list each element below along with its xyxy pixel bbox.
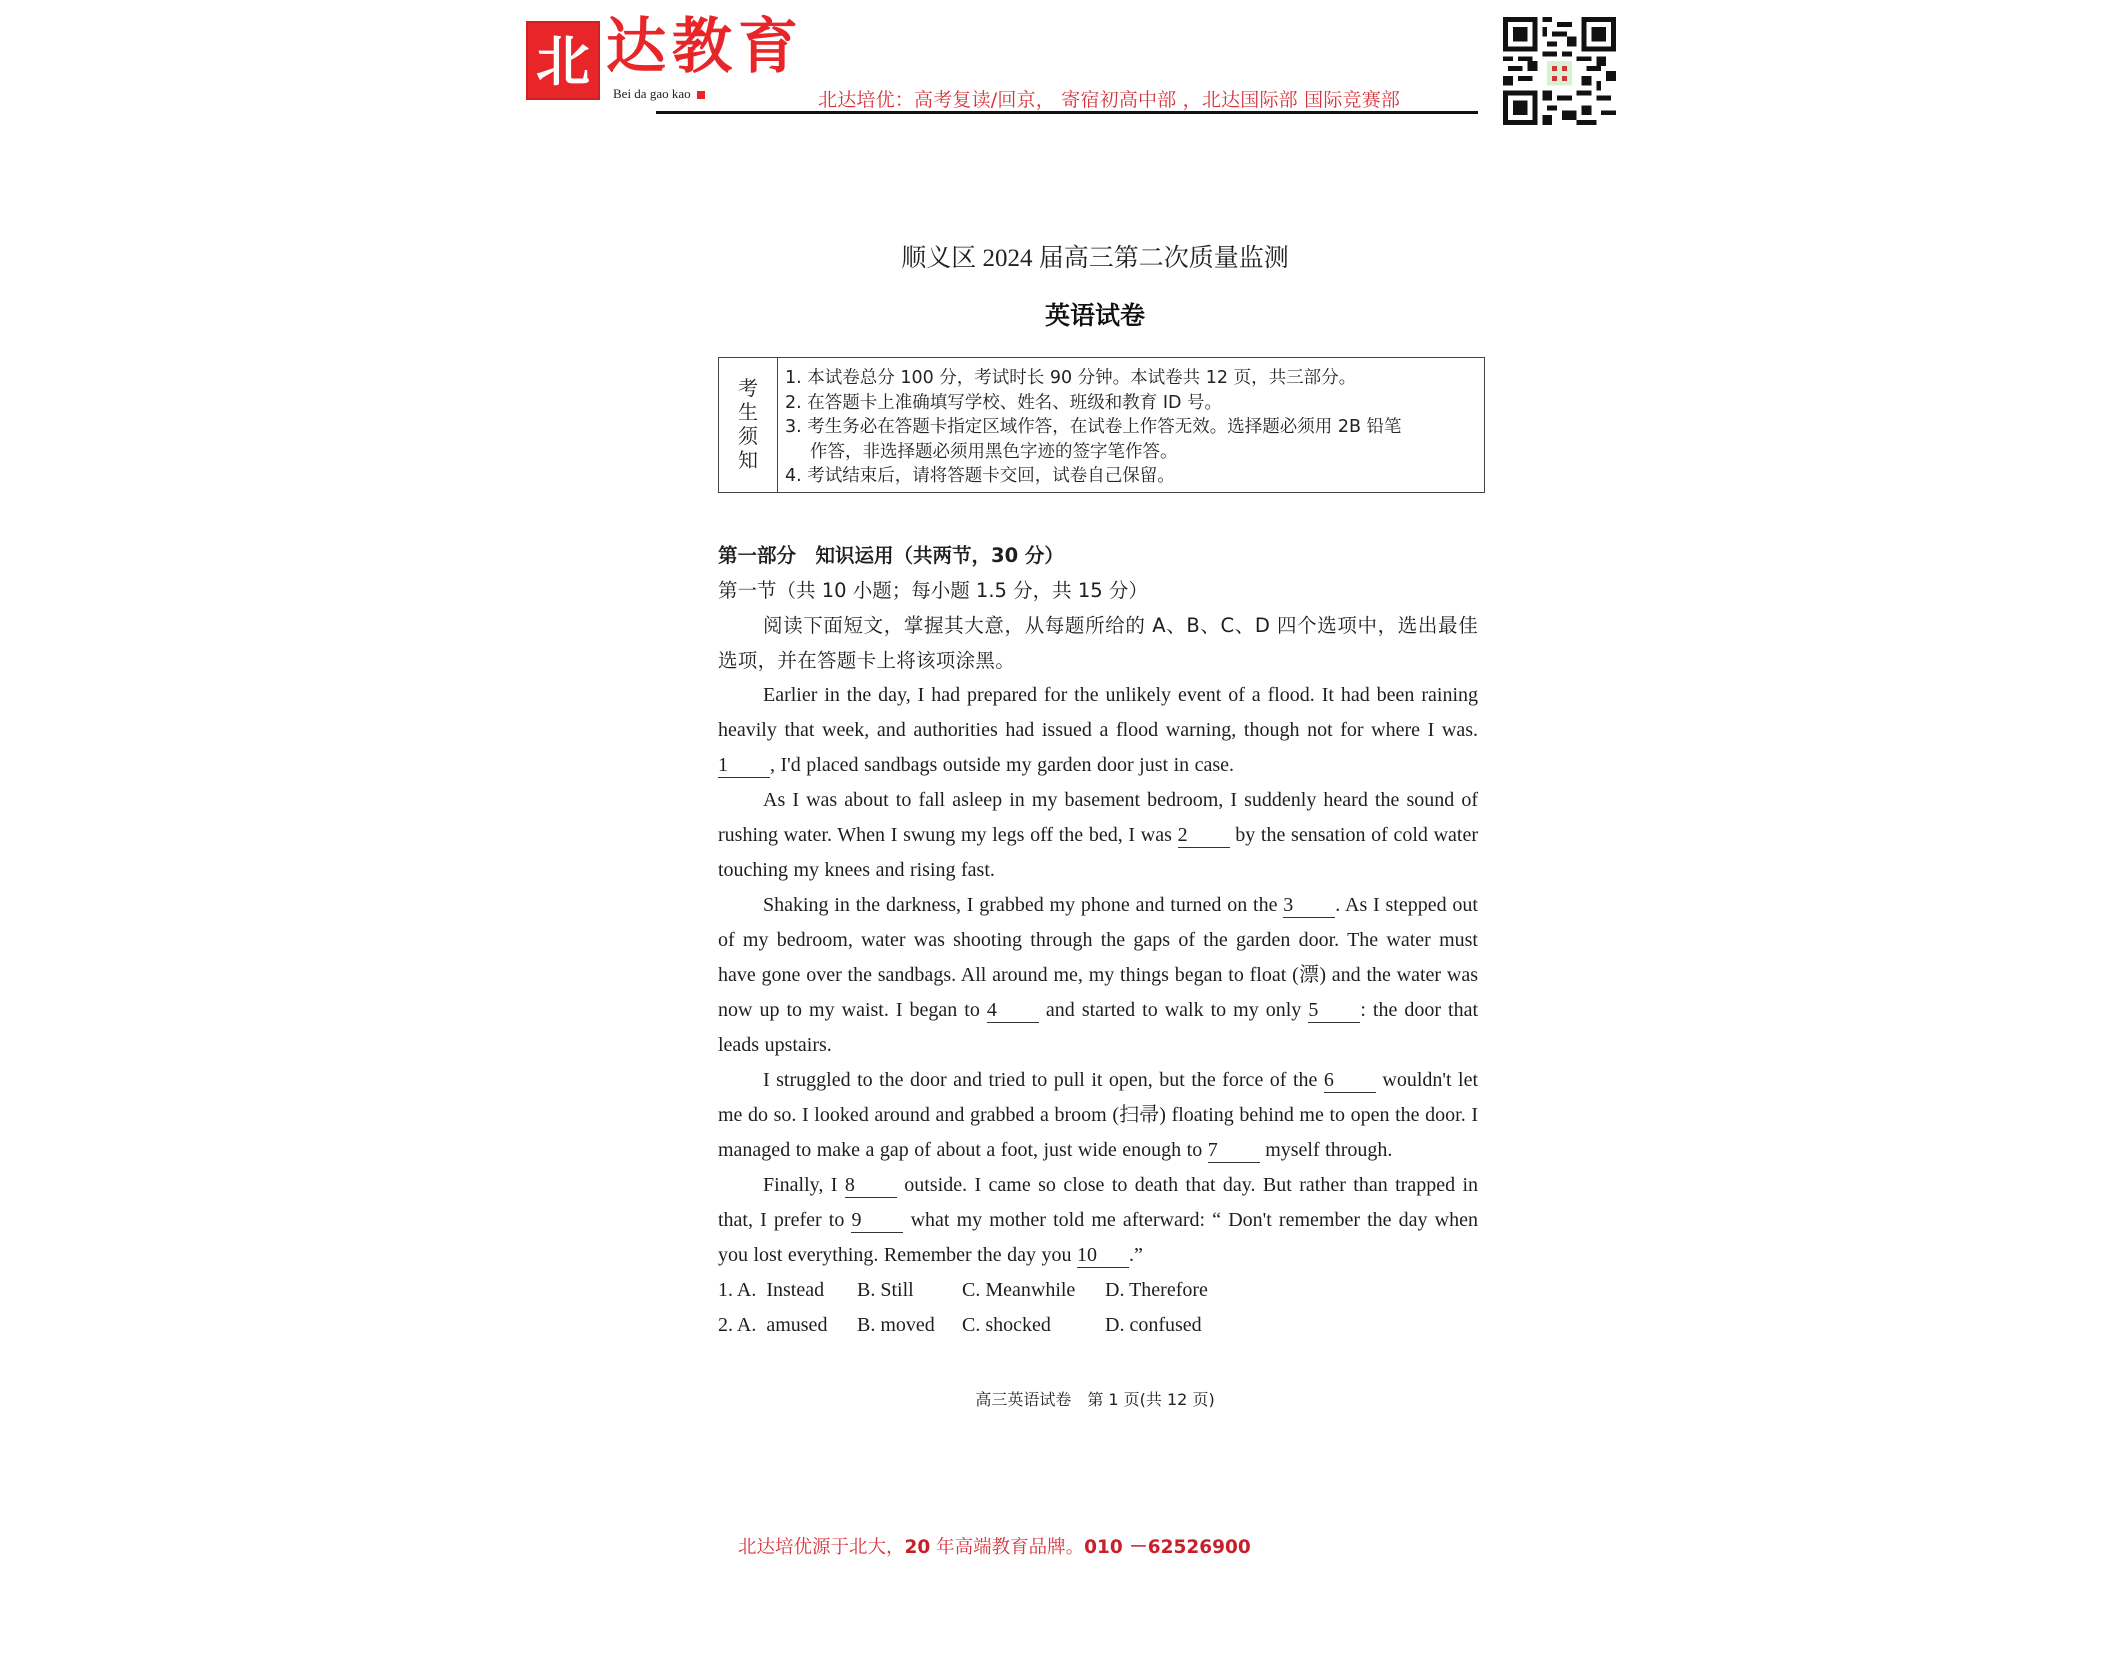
notice-list [785, 366, 1478, 489]
passage-paragraph [718, 783, 1478, 888]
passage-text: Earlier in the day, I had prepared for the unlikely event of a flood. It had been raining heavily that week, and authorities had issued a flood warning, though not for where I was. [718, 684, 1478, 741]
passage-text: As I was about to fall asleep in my basement bedroom, I suddenly heard the sound of rushing water. When I swung my legs off the bed, I was [718, 789, 1478, 846]
question-option-b[interactable]: B. moved [857, 1314, 935, 1336]
blank-2: 2 [1178, 823, 1230, 848]
blank-1: 1 [718, 753, 770, 778]
passage-text: . As I stepped out of my bedroom, water was shooting through the gaps of the garden door. The water must have gone over the sandbags. All around me, my things began to float (漂) and the water was now up to my waist. I began to [718, 894, 1478, 1021]
passage-text: : the door that leads upstairs. [718, 999, 1479, 1056]
candidate-notice-box [718, 357, 1485, 493]
question-option-a[interactable] [718, 1273, 857, 1308]
question-options-1 [718, 1273, 1478, 1308]
qr-code-icon [1502, 17, 1617, 125]
blank-9: 9 [851, 1208, 903, 1233]
notice-label-char: 考 [738, 378, 758, 400]
blank-10: 10 [1077, 1243, 1129, 1268]
notice-label-char: 须 [738, 426, 758, 448]
question-option-d[interactable]: D. confused [1105, 1314, 1202, 1336]
question-option-c[interactable]: C. shocked [962, 1314, 1051, 1336]
exam-body [718, 538, 1478, 1343]
passage-text: by the sensation of cold water touching my knees and rising fast. [718, 824, 1479, 881]
passage-text: wouldn't let me do so. I looked around and grabbed a broom (扫帚) floating behind me to open the door. I managed to make a gap of about a foot, just wide enough to [718, 1069, 1479, 1161]
brand-logo-text: 达教育 [606, 12, 804, 82]
instructions: 阅读下面短文，掌握其大意，从每题所给的 A、B、C、D 四个选项中，选出最佳选项，并在答题卡上将该项涂黑。 [718, 614, 1478, 672]
passage-text: and started to walk to my only [1045, 999, 1302, 1021]
notice-item: 1. 本试卷总分 100 分，考试时长 90 分钟。本试卷共 12 页，共三部分。 [785, 368, 1357, 388]
question-option-d[interactable]: D. Therefore [1105, 1279, 1208, 1301]
notice-label-char: 生 [738, 402, 758, 424]
red-square-icon [697, 91, 705, 99]
blank-6: 6 [1324, 1068, 1376, 1093]
question-number: 2. A. [718, 1314, 757, 1336]
blank-7: 7 [1208, 1138, 1260, 1163]
brand-footer [738, 1533, 1251, 1559]
header-tagline: 北达培优：高考复读/回京， 寄宿初高中部 ，北达国际部 国际竞赛部 [818, 89, 1401, 111]
question-option-a[interactable] [718, 1308, 857, 1343]
notice-label [719, 358, 778, 492]
passage-text: , I'd placed sandbags outside my garden door just in case. [770, 754, 1235, 776]
passage-text: .” [1128, 1244, 1143, 1266]
question-option-b[interactable]: B. Still [857, 1279, 914, 1301]
brand-footer-text: 年高端教育品牌。 [930, 1537, 1085, 1558]
passage-paragraph [718, 678, 1478, 783]
brand-logo-pinyin [613, 86, 705, 102]
notice-item: 2. 在答题卡上准确填写学校、姓名、班级和教育 ID 号。 [785, 392, 1223, 413]
passage-text: myself through. [1265, 1139, 1393, 1161]
section-heading: 第一节（共 10 小题；每小题 1.5 分，共 15 分） [718, 579, 1148, 602]
option-text: Instead [766, 1279, 825, 1301]
passage-paragraph [718, 888, 1478, 1063]
brand-footer-phone: 010 －62526900 [1084, 1537, 1251, 1558]
brand-footer-years: 20 [904, 1537, 931, 1558]
blank-3: 3 [1283, 893, 1335, 918]
page-number-footer: 高三英语试卷 第 1 页(共 12 页) [975, 1390, 1215, 1409]
option-text: amused [766, 1314, 828, 1336]
part-heading: 第一部分 知识运用（共两节，30 分） [718, 544, 1064, 567]
notice-item-continued: 作答，非选择题必须用黑色字迹的签字笔作答。 [810, 441, 1178, 462]
passage-text: Shaking in the darkness, I grabbed my phone and turned on the [763, 894, 1278, 916]
notice-label-char: 知 [738, 450, 758, 472]
passage-text: outside. I came so close to death that day. But rather than trapped in that, I prefer to [718, 1174, 1479, 1231]
brand-footer-text: 北达培优源于北大， [738, 1537, 905, 1558]
exam-subtitle: 英语试卷 [1044, 301, 1145, 330]
passage-text: what my mother told me afterward: “ Don't remember the day when you lost everything. Remember the day you [718, 1209, 1479, 1266]
blank-5: 5 [1308, 998, 1360, 1023]
header-divider [656, 111, 1478, 114]
passage-text: I struggled to the door and tried to pull it open, but the force of the [763, 1069, 1318, 1091]
question-number: 1. A. [718, 1279, 757, 1301]
logo-pinyin-text: Bei da gao kao [613, 86, 691, 101]
blank-8: 8 [845, 1173, 897, 1198]
passage-paragraph [718, 1168, 1478, 1273]
question-options-2 [718, 1308, 1478, 1343]
passage-paragraph [718, 1063, 1478, 1168]
blank-4: 4 [987, 998, 1039, 1023]
passage-text: Finally, I [763, 1174, 838, 1196]
notice-item: 4. 考试结束后，请将答题卡交回，试卷自己保留。 [785, 466, 1175, 486]
notice-item: 3. 考生务必在答题卡指定区域作答，在试卷上作答无效。选择题必须用 2B 铅笔 [785, 417, 1402, 437]
question-option-c[interactable]: C. Meanwhile [962, 1279, 1076, 1301]
brand-logo-mark [526, 21, 600, 100]
logo-mark-char: 北 [536, 28, 590, 93]
exam-title: 顺义区 2024 届高三第二次质量监测 [901, 245, 1289, 272]
